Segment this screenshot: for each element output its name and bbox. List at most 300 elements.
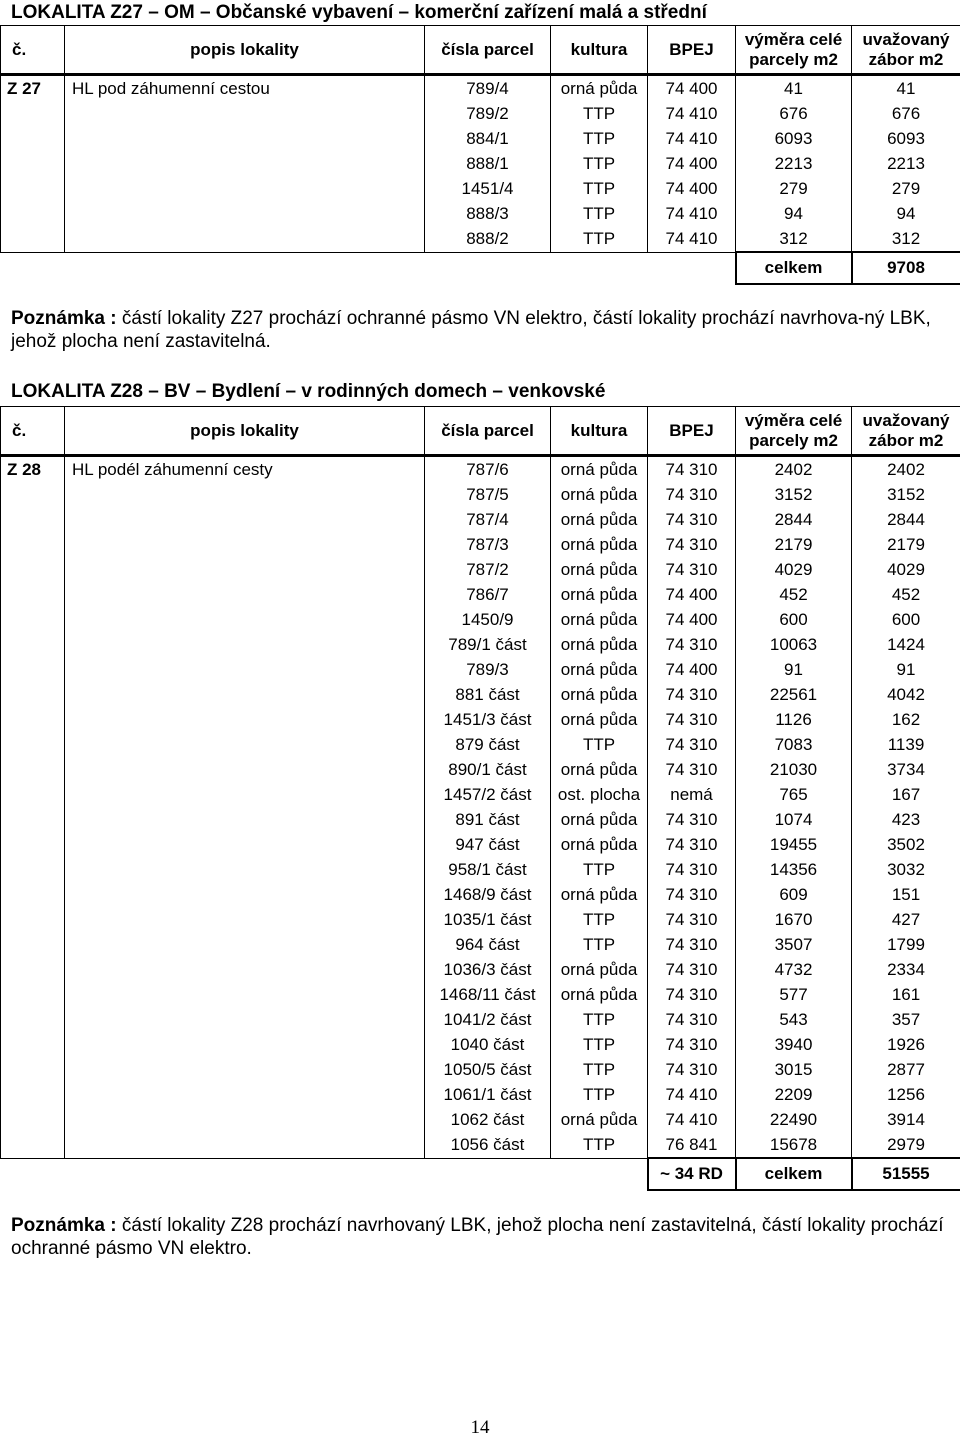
cell-parcel: 881 část	[425, 682, 551, 707]
cell-kultura: orná půda	[551, 832, 648, 857]
cell-parcel: 789/3	[425, 657, 551, 682]
cell-parcel: 1061/1 část	[425, 1082, 551, 1107]
header-kultura: kultura	[551, 26, 648, 75]
row-code	[1, 932, 65, 957]
cell-bpej: 74 310	[648, 732, 736, 757]
row-description	[65, 682, 425, 707]
table-row	[1, 782, 960, 807]
row-description	[65, 707, 425, 732]
row-code	[1, 1007, 65, 1032]
cell-vymera: 7083	[736, 732, 852, 757]
cell-kultura: orná půda	[551, 482, 648, 507]
cell-vymera: 609	[736, 882, 852, 907]
cell-kultura: orná půda	[551, 607, 648, 632]
section2-total-label: celkem	[736, 1158, 852, 1190]
cell-parcel: 888/3	[425, 201, 551, 226]
table-row	[1, 532, 960, 557]
cell-vymera: 14356	[736, 857, 852, 882]
cell-vymera: 2402	[736, 456, 852, 483]
cell-parcel: 888/1	[425, 151, 551, 176]
row-code	[1, 832, 65, 857]
cell-kultura: TTP	[551, 226, 648, 252]
table-row	[1, 201, 960, 226]
header-zabor-line1: uvažovaný	[862, 29, 950, 49]
row-description	[65, 176, 425, 201]
cell-bpej: 74 310	[648, 456, 736, 483]
section2-table-body	[1, 456, 960, 1159]
cell-zabor: 427	[852, 907, 960, 932]
row-description	[65, 757, 425, 782]
cell-parcel: 1036/3 část	[425, 957, 551, 982]
cell-zabor: 151	[852, 882, 960, 907]
table-row	[1, 657, 960, 682]
cell-parcel: 947 část	[425, 832, 551, 857]
cell-vymera: 22561	[736, 682, 852, 707]
cell-bpej: nemá	[648, 782, 736, 807]
cell-bpej: 74 310	[648, 932, 736, 957]
cell-zabor: 167	[852, 782, 960, 807]
cell-zabor: 4042	[852, 682, 960, 707]
row-description	[65, 1032, 425, 1057]
cell-bpej: 74 400	[648, 176, 736, 201]
row-code	[1, 1057, 65, 1082]
row-code: Z 27	[1, 75, 65, 102]
section2-rd-label: ~ 34 RD	[660, 1164, 723, 1183]
cell-vymera: 21030	[736, 757, 852, 782]
cell-parcel: 1451/4	[425, 176, 551, 201]
cell-parcel: 787/2	[425, 557, 551, 582]
section1-total-label: celkem	[736, 252, 852, 284]
cell-parcel: 787/3	[425, 532, 551, 557]
table-row	[1, 1057, 960, 1082]
cell-zabor: 3734	[852, 757, 960, 782]
header-cislo: č.	[1, 26, 65, 75]
cell-vymera: 2213	[736, 151, 852, 176]
cell-parcel: 787/4	[425, 507, 551, 532]
table-row	[1, 101, 960, 126]
cell-kultura: TTP	[551, 1057, 648, 1082]
cell-vymera: 94	[736, 201, 852, 226]
row-description	[65, 1082, 425, 1107]
table-row	[1, 732, 960, 757]
cell-parcel: 890/1 část	[425, 757, 551, 782]
cell-kultura: orná půda	[551, 982, 648, 1007]
row-description	[65, 1107, 425, 1132]
row-code	[1, 957, 65, 982]
row-description: HL pod záhumenní cestou	[65, 75, 425, 102]
cell-vymera: 765	[736, 782, 852, 807]
cell-kultura: orná půda	[551, 957, 648, 982]
row-code	[1, 1107, 65, 1132]
table-row	[1, 1132, 960, 1158]
cell-parcel: 1041/2 část	[425, 1007, 551, 1032]
cell-bpej: 74 310	[648, 757, 736, 782]
row-code	[1, 757, 65, 782]
table-row	[1, 682, 960, 707]
cell-zabor: 357	[852, 1007, 960, 1032]
cell-kultura: orná půda	[551, 557, 648, 582]
row-description	[65, 507, 425, 532]
header-zabor-line2: zábor m2	[868, 49, 944, 69]
row-description	[65, 957, 425, 982]
header-parcely: čísla parcel	[425, 26, 551, 75]
row-code	[1, 657, 65, 682]
row-code	[1, 732, 65, 757]
cell-kultura: ost. plocha	[551, 782, 648, 807]
row-code	[1, 126, 65, 151]
cell-bpej: 74 410	[648, 126, 736, 151]
cell-parcel: 1040 část	[425, 1032, 551, 1057]
cell-parcel: 1451/3 část	[425, 707, 551, 732]
cell-bpej: 74 410	[648, 226, 736, 252]
cell-kultura: TTP	[551, 101, 648, 126]
cell-kultura: TTP	[551, 126, 648, 151]
table-row	[1, 757, 960, 782]
cell-vymera: 4732	[736, 957, 852, 982]
cell-kultura: TTP	[551, 1082, 648, 1107]
section1-header-row	[1, 26, 960, 75]
cell-bpej: 74 310	[648, 632, 736, 657]
row-description	[65, 101, 425, 126]
cell-bpej: 74 310	[648, 832, 736, 857]
table-row	[1, 882, 960, 907]
row-code	[1, 807, 65, 832]
header-vymera	[736, 407, 852, 456]
cell-bpej: 74 310	[648, 1007, 736, 1032]
cell-bpej: 74 310	[648, 807, 736, 832]
cell-zabor: 3914	[852, 1107, 960, 1132]
row-code	[1, 201, 65, 226]
row-description	[65, 857, 425, 882]
cell-parcel: 964 část	[425, 932, 551, 957]
table-row	[1, 957, 960, 982]
row-description	[65, 607, 425, 632]
cell-zabor: 161	[852, 982, 960, 1007]
row-code	[1, 982, 65, 1007]
cell-kultura: TTP	[551, 932, 648, 957]
cell-kultura: orná půda	[551, 707, 648, 732]
cell-zabor: 41	[852, 75, 960, 102]
cell-kultura: TTP	[551, 907, 648, 932]
header-kultura: kultura	[551, 407, 648, 456]
cell-vymera: 2179	[736, 532, 852, 557]
cell-zabor: 2179	[852, 532, 960, 557]
cell-zabor: 6093	[852, 126, 960, 151]
row-code	[1, 482, 65, 507]
table-row	[1, 151, 960, 176]
cell-bpej: 74 310	[648, 532, 736, 557]
cell-vymera: 1074	[736, 807, 852, 832]
row-description	[65, 782, 425, 807]
cell-zabor: 4029	[852, 557, 960, 582]
cell-bpej: 74 310	[648, 882, 736, 907]
table-row	[1, 832, 960, 857]
cell-vymera: 3015	[736, 1057, 852, 1082]
cell-zabor: 1256	[852, 1082, 960, 1107]
cell-vymera: 2844	[736, 507, 852, 532]
row-code	[1, 857, 65, 882]
cell-bpej: 74 310	[648, 482, 736, 507]
cell-bpej: 74 310	[648, 857, 736, 882]
section1-total-row	[1, 252, 960, 284]
cell-parcel: 1468/11 část	[425, 982, 551, 1007]
cell-bpej: 74 400	[648, 151, 736, 176]
cell-vymera: 1670	[736, 907, 852, 932]
cell-kultura: TTP	[551, 1032, 648, 1057]
cell-bpej: 74 400	[648, 75, 736, 102]
header-zabor	[852, 407, 960, 456]
header-popis: popis lokality	[65, 26, 425, 75]
table-row	[1, 1007, 960, 1032]
table-row	[1, 707, 960, 732]
cell-bpej: 74 410	[648, 201, 736, 226]
table-row	[1, 607, 960, 632]
section2-title: LOKALITA Z28 – BV – Bydlení – v rodinných domech – venkovské	[11, 381, 606, 402]
row-description	[65, 582, 425, 607]
row-description: HL podél záhumenní cesty	[65, 456, 425, 483]
section2-header-row	[1, 407, 960, 456]
row-description	[65, 1007, 425, 1032]
table-row	[1, 632, 960, 657]
cell-zabor: 94	[852, 201, 960, 226]
section1-note-text: částí lokality Z27 prochází ochranné pásmo VN elektro, částí lokality prochází navrhova-ný LBK, jehož plocha není zastavitelná.	[11, 308, 931, 352]
table-row	[1, 507, 960, 532]
section2-total-value: 51555	[852, 1158, 960, 1190]
header-vymera-line2: parcely m2	[749, 49, 838, 69]
cell-parcel: 888/2	[425, 226, 551, 252]
cell-parcel: 1050/5 část	[425, 1057, 551, 1082]
cell-parcel: 789/4	[425, 75, 551, 102]
table-row	[1, 1032, 960, 1057]
cell-kultura: TTP	[551, 1007, 648, 1032]
cell-vymera: 600	[736, 607, 852, 632]
cell-bpej: 74 310	[648, 557, 736, 582]
cell-vymera: 15678	[736, 1132, 852, 1158]
cell-vymera: 19455	[736, 832, 852, 857]
cell-bpej: 74 400	[648, 607, 736, 632]
section1-total-value: 9708	[852, 252, 960, 284]
row-code	[1, 882, 65, 907]
cell-bpej: 74 400	[648, 657, 736, 682]
section1-table-body	[1, 75, 960, 253]
section1-table	[0, 25, 960, 285]
table-row	[1, 932, 960, 957]
cell-kultura: orná půda	[551, 807, 648, 832]
row-code	[1, 782, 65, 807]
cell-bpej: 74 400	[648, 582, 736, 607]
section2-table	[0, 406, 960, 1191]
cell-zabor: 1926	[852, 1032, 960, 1057]
cell-vymera: 279	[736, 176, 852, 201]
table-row	[1, 582, 960, 607]
cell-zabor: 91	[852, 657, 960, 682]
cell-vymera: 41	[736, 75, 852, 102]
table-row	[1, 807, 960, 832]
cell-kultura: orná půda	[551, 532, 648, 557]
cell-zabor: 3032	[852, 857, 960, 882]
table-row	[1, 982, 960, 1007]
row-code	[1, 1132, 65, 1158]
table-row	[1, 176, 960, 201]
cell-kultura: orná půda	[551, 757, 648, 782]
cell-parcel: 787/5	[425, 482, 551, 507]
header-cislo: č.	[1, 407, 65, 456]
row-description	[65, 732, 425, 757]
cell-zabor: 162	[852, 707, 960, 732]
cell-bpej: 74 310	[648, 957, 736, 982]
cell-zabor: 1799	[852, 932, 960, 957]
cell-zabor: 2213	[852, 151, 960, 176]
cell-zabor: 279	[852, 176, 960, 201]
cell-bpej: 74 410	[648, 1082, 736, 1107]
cell-vymera: 2209	[736, 1082, 852, 1107]
cell-vymera: 312	[736, 226, 852, 252]
section1-note	[11, 307, 953, 353]
cell-kultura: orná půda	[551, 882, 648, 907]
row-code	[1, 532, 65, 557]
row-description	[65, 657, 425, 682]
header-zabor-line1: uvažovaný	[862, 410, 950, 430]
cell-parcel: 1056 část	[425, 1132, 551, 1158]
table-row	[1, 557, 960, 582]
section2-rd-count	[648, 1158, 736, 1190]
cell-bpej: 74 310	[648, 907, 736, 932]
cell-kultura: TTP	[551, 732, 648, 757]
cell-kultura: orná půda	[551, 507, 648, 532]
row-code	[1, 151, 65, 176]
header-zabor	[852, 26, 960, 75]
row-code	[1, 707, 65, 732]
cell-vymera: 91	[736, 657, 852, 682]
header-parcely: čísla parcel	[425, 407, 551, 456]
cell-zabor: 1139	[852, 732, 960, 757]
cell-bpej: 74 410	[648, 1107, 736, 1132]
cell-parcel: 786/7	[425, 582, 551, 607]
section2-note	[11, 1214, 953, 1260]
cell-kultura: orná půda	[551, 582, 648, 607]
section1-title: LOKALITA Z27 – OM – Občanské vybavení – komerční zařízení malá a střední	[11, 2, 707, 23]
table-row	[1, 226, 960, 252]
cell-zabor: 1424	[852, 632, 960, 657]
page-number: 14	[470, 1417, 490, 1438]
row-code	[1, 226, 65, 252]
row-code	[1, 907, 65, 932]
cell-zabor: 2334	[852, 957, 960, 982]
row-description	[65, 832, 425, 857]
section2-note-text: částí lokality Z28 prochází navrhovaný LBK, jehož plocha není zastavitelná, částí lokality prochází ochranné pásmo VN elektro.	[11, 1215, 944, 1259]
row-code	[1, 1032, 65, 1057]
cell-vymera: 10063	[736, 632, 852, 657]
cell-bpej: 74 310	[648, 707, 736, 732]
cell-vymera: 577	[736, 982, 852, 1007]
cell-parcel: 958/1 část	[425, 857, 551, 882]
cell-parcel: 789/2	[425, 101, 551, 126]
cell-kultura: orná půda	[551, 75, 648, 102]
cell-parcel: 787/6	[425, 456, 551, 483]
cell-vymera: 1126	[736, 707, 852, 732]
row-code	[1, 507, 65, 532]
cell-bpej: 74 310	[648, 982, 736, 1007]
header-popis: popis lokality	[65, 407, 425, 456]
table-row	[1, 456, 960, 483]
row-code: Z 28	[1, 456, 65, 483]
cell-zabor: 3152	[852, 482, 960, 507]
cell-kultura: TTP	[551, 857, 648, 882]
row-code	[1, 557, 65, 582]
cell-zabor: 312	[852, 226, 960, 252]
row-description	[65, 1132, 425, 1158]
cell-bpej: 74 410	[648, 101, 736, 126]
cell-vymera: 3152	[736, 482, 852, 507]
cell-kultura: TTP	[551, 151, 648, 176]
cell-parcel: 1468/9 část	[425, 882, 551, 907]
header-vymera	[736, 26, 852, 75]
cell-kultura: TTP	[551, 1132, 648, 1158]
cell-zabor: 2844	[852, 507, 960, 532]
row-description	[65, 482, 425, 507]
cell-zabor: 2877	[852, 1057, 960, 1082]
cell-parcel: 1035/1 část	[425, 907, 551, 932]
row-description	[65, 557, 425, 582]
cell-vymera: 3507	[736, 932, 852, 957]
row-code	[1, 582, 65, 607]
row-description	[65, 882, 425, 907]
row-description	[65, 532, 425, 557]
cell-vymera: 22490	[736, 1107, 852, 1132]
table-row	[1, 1082, 960, 1107]
cell-kultura: orná půda	[551, 657, 648, 682]
cell-vymera: 6093	[736, 126, 852, 151]
cell-kultura: orná půda	[551, 456, 648, 483]
header-zabor-line2: zábor m2	[868, 430, 944, 450]
row-description	[65, 126, 425, 151]
section2-note-label: Poznámka :	[11, 1215, 117, 1236]
cell-zabor: 3502	[852, 832, 960, 857]
cell-parcel: 789/1 část	[425, 632, 551, 657]
cell-kultura: TTP	[551, 176, 648, 201]
cell-zabor: 2979	[852, 1132, 960, 1158]
cell-parcel: 1062 část	[425, 1107, 551, 1132]
header-vymera-line1: výměra celé	[744, 29, 843, 49]
row-description	[65, 807, 425, 832]
cell-kultura: orná půda	[551, 682, 648, 707]
cell-zabor: 676	[852, 101, 960, 126]
row-code	[1, 607, 65, 632]
table-row	[1, 126, 960, 151]
header-bpej: BPEJ	[648, 407, 736, 456]
table-row	[1, 1107, 960, 1132]
cell-parcel: 879 část	[425, 732, 551, 757]
row-code	[1, 632, 65, 657]
cell-zabor: 2402	[852, 456, 960, 483]
row-description	[65, 151, 425, 176]
cell-parcel: 1450/9	[425, 607, 551, 632]
section2-total-row	[1, 1158, 960, 1190]
cell-zabor: 452	[852, 582, 960, 607]
row-code	[1, 101, 65, 126]
row-description	[65, 201, 425, 226]
cell-parcel: 1457/2 část	[425, 782, 551, 807]
cell-bpej: 74 310	[648, 507, 736, 532]
row-code	[1, 682, 65, 707]
cell-vymera: 452	[736, 582, 852, 607]
row-description	[65, 982, 425, 1007]
header-vymera-line1: výměra celé	[744, 410, 843, 430]
cell-vymera: 3940	[736, 1032, 852, 1057]
section1-note-label: Poznámka :	[11, 308, 117, 329]
header-vymera-line2: parcely m2	[749, 430, 838, 450]
row-code	[1, 176, 65, 201]
